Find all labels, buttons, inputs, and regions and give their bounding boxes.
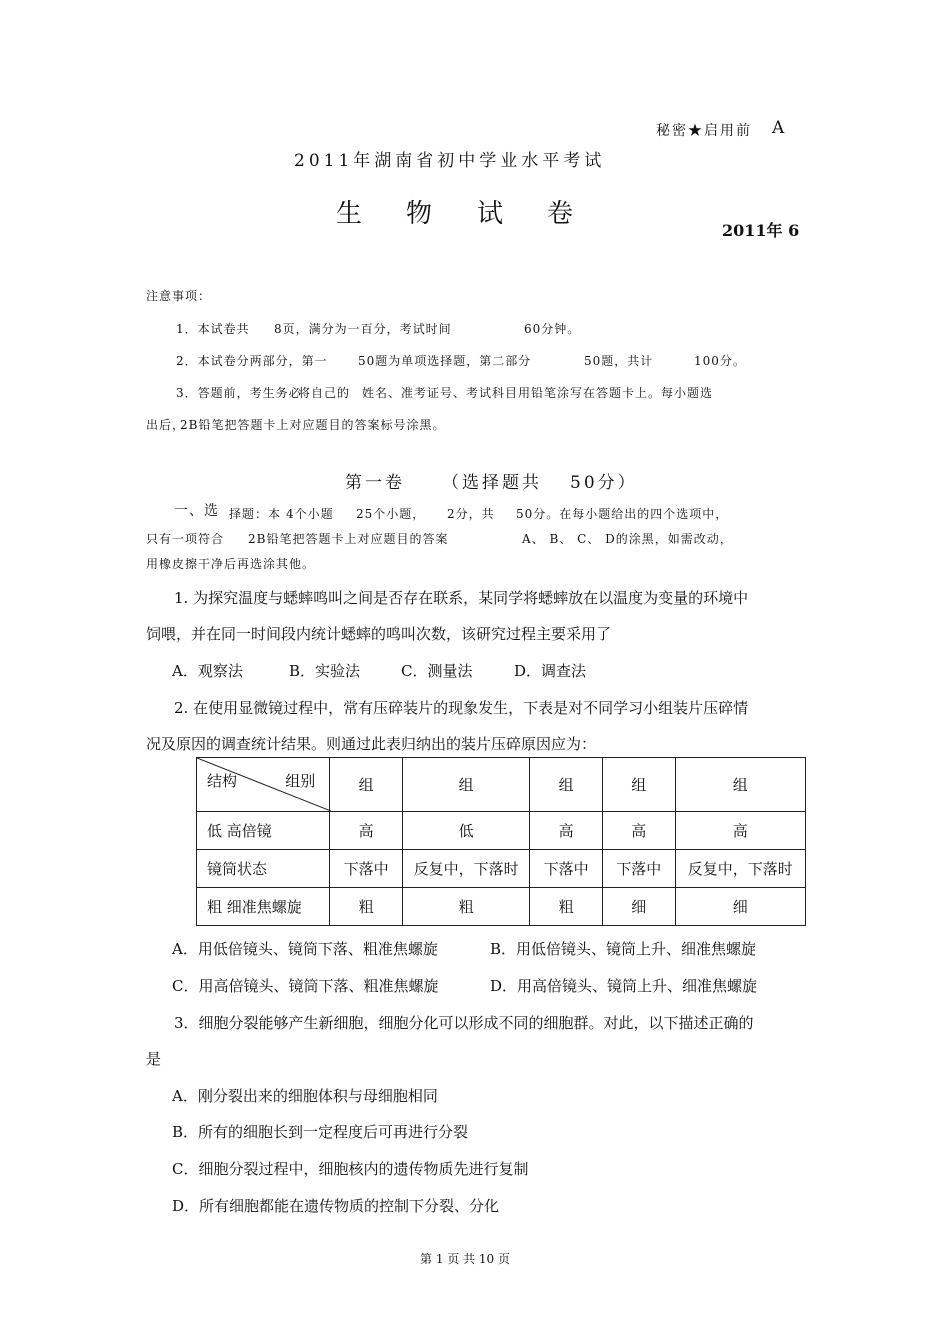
q2-option-c: C．用高倍镜头、镜筒下落、粗准焦螺旋 <box>172 977 439 995</box>
q2-stem-line2: 况及原因的调查统计结果。则通过此表归纳出的装片压碎原因应为： <box>146 735 597 753</box>
subject-char-1: 生 <box>336 199 365 229</box>
note3-part3: 姓名、准考证号、考试科目用铅笔涂写在答题卡上。每小题选 <box>362 386 714 400</box>
q3-option-a: A．刚分裂出来的细胞体积与母细胞相同 <box>172 1087 438 1105</box>
q3-option-c: C．细胞分裂过程中，细胞核内的遗传物质先进行复制 <box>172 1160 529 1178</box>
page-number: 第 1 页 共 10 页 <box>420 1252 510 1266</box>
q1-option-b: B．实验法 <box>289 662 361 680</box>
intro1-part2: 4个小题 <box>286 507 334 521</box>
subject-char-2: 物 <box>406 199 435 229</box>
table-cell: 高 <box>330 812 403 850</box>
q1-option-d: D．调查法 <box>514 662 587 680</box>
row-label: 粗 细准焦螺旋 <box>197 888 330 926</box>
q2-option-d: D．用高倍镜头、镜筒上升、细准焦螺旋 <box>490 977 758 995</box>
table-corner-cell <box>197 758 330 812</box>
group-header-cell: 组 <box>530 758 603 812</box>
intro1-part5: 50分。在每小题给出的四个选项中， <box>516 507 729 521</box>
table-cell: 细 <box>602 888 675 926</box>
table-cell: 粗 <box>330 888 403 926</box>
section-title-part1: 第一卷 <box>345 473 405 493</box>
section-title-part2: （选择题共 <box>442 473 542 493</box>
group-header-cell: 组 <box>402 758 529 812</box>
q3-option-d: D．所有细胞都能在遗传物质的控制下分裂、分化 <box>172 1197 500 1215</box>
q3-option-b: B．所有的细胞长到一定程度后可再进行分裂 <box>172 1123 469 1141</box>
note2-part2: 50题为单项选择题，第二部分 <box>358 354 532 368</box>
intro2-part3: A、 B、 C、 D的涂黑，如需改动， <box>522 532 733 546</box>
table-cell: 下落中 <box>602 850 675 888</box>
group-header-cell: 组 <box>675 758 805 812</box>
note1-part2: 8页，满分为一百分，考试时间 <box>274 322 452 336</box>
table-cell: 反复中，下落时 <box>402 850 529 888</box>
paper-type: A <box>772 118 785 138</box>
table-cell: 低 <box>402 812 529 850</box>
table-cell: 反复中，下落时 <box>675 850 805 888</box>
subject-char-4: 卷 <box>547 199 576 229</box>
header-structure-label: 结构 <box>207 772 238 790</box>
q1-option-a: A．观察法 <box>172 662 243 680</box>
subject-char-3: 试 <box>477 199 506 229</box>
q2-option-b: B．用低倍镜头、镜筒上升、细准焦螺旋 <box>490 940 757 958</box>
section-intro-label: 一、选 <box>174 503 219 519</box>
note4-part1: 出后， <box>146 418 186 432</box>
table-row <box>197 850 806 888</box>
note2-part1: 2．本试卷分两部分，第一 <box>176 354 328 368</box>
table-row <box>197 812 806 850</box>
group-header-cell: 组 <box>602 758 675 812</box>
intro1-part3: 25个小题， <box>356 507 426 521</box>
intro3: 用橡皮擦干净后再选涂其他。 <box>146 557 316 571</box>
q1-stem-line2: 饲喂，并在同一时间段内统计蟋蟀的鸣叫次数，该研究过程主要采用了 <box>146 625 612 643</box>
note2-part4: 100分。 <box>694 354 746 368</box>
note1-part3: 60分钟。 <box>524 322 581 336</box>
intro1-part4: 2分，共 <box>447 507 495 521</box>
note3-part1: 3．答题前，考生务必 <box>176 386 302 400</box>
exam-title: 2011年湖南省初中学业水平考试 <box>294 151 606 171</box>
table-header-row <box>197 758 806 812</box>
note2-part3: 50题，共计 <box>584 354 654 368</box>
survey-table <box>196 757 806 926</box>
table-row <box>197 888 806 926</box>
exam-date: 2011年 6 <box>722 221 800 240</box>
q1-option-c: C．测量法 <box>401 662 473 680</box>
q2-stem-line1: 2. 在使用显微镜过程中，常有压碎装片的现象发生，下表是对不同学习小组装片压碎情 <box>174 699 749 717</box>
table-cell: 粗 <box>402 888 529 926</box>
intro2-part1: 只有一项符合 <box>146 532 225 546</box>
q1-stem-line1: 1. 为探究温度与蟋蟀鸣叫之间是否存在联系，某同学将蟋蟀放在以温度为变量的环境中 <box>174 589 749 607</box>
notes-heading: 注意事项： <box>146 289 212 303</box>
table-cell: 下落中 <box>530 850 603 888</box>
q3-stem-line2: 是 <box>146 1050 162 1068</box>
table-cell: 粗 <box>530 888 603 926</box>
q3-stem-line1: 3．细胞分裂能够产生新细胞，细胞分化可以形成不同的细胞群。对此，以下描述正确的 <box>174 1014 754 1032</box>
table-cell: 高 <box>530 812 603 850</box>
row-label: 低 高倍镜 <box>197 812 330 850</box>
q2-option-a: A．用低倍镜头、镜筒下落、粗准焦螺旋 <box>172 940 438 958</box>
row-label: 镜筒状态 <box>197 850 330 888</box>
table-cell: 细 <box>675 888 805 926</box>
note3-part2: 将自己的 <box>298 386 351 400</box>
table-cell: 下落中 <box>330 850 403 888</box>
note1-part1: 1．本试卷共 <box>176 322 250 336</box>
confidential-label: 秘密★启用前 <box>656 123 752 139</box>
intro2-part2: 2B铅笔把答题卡上对应题目的答案 <box>248 532 449 546</box>
section-title-part3: 50分） <box>570 473 638 493</box>
note4-part2: 2B铅笔把答题卡上对应题目的答案标号涂黑。 <box>180 418 446 432</box>
header-group-label: 组别 <box>285 772 316 790</box>
group-header-cell: 组 <box>330 758 403 812</box>
table-cell: 高 <box>602 812 675 850</box>
intro1-part1: 择题：本 <box>229 507 282 521</box>
table-cell: 高 <box>675 812 805 850</box>
